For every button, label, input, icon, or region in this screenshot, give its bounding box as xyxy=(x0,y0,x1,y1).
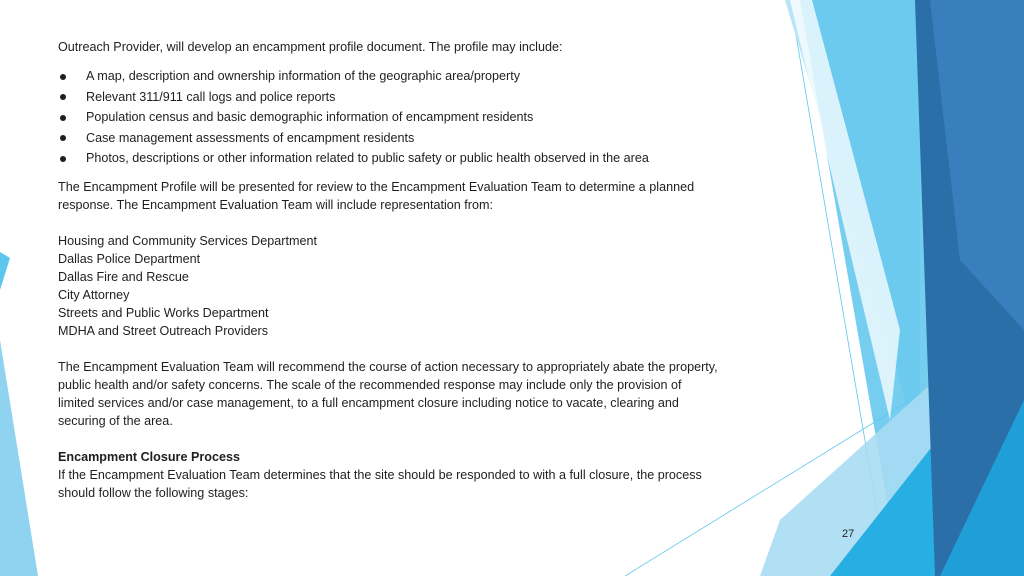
profile-contents-list xyxy=(58,66,798,169)
department-item: Streets and Public Works Department xyxy=(58,305,269,320)
list-item: Photos, descriptions or other information related to public safety or public health observed in the area xyxy=(58,148,798,169)
paragraph-line: public health and/or safety concerns. The scale of the recommended response may include only the provision of xyxy=(58,377,682,392)
list-item: A map, description and ownership information of the geographic area/property xyxy=(58,66,798,87)
department-item: Dallas Police Department xyxy=(58,251,201,266)
list-item: Population census and basic demographic information of encampment residents xyxy=(58,107,798,128)
paragraph-line: should follow the following stages: xyxy=(58,485,249,500)
intro-text: Outreach Provider, will develop an encampment profile document. The profile may include: xyxy=(58,40,563,54)
list-item: Relevant 311/911 call logs and police reports xyxy=(58,87,798,108)
review-paragraph xyxy=(58,178,798,214)
closure-section xyxy=(58,448,798,502)
left-accent-shape xyxy=(0,340,38,576)
slide-content xyxy=(58,38,798,502)
page-number: 27 xyxy=(842,528,855,540)
department-item: MDHA and Street Outreach Providers xyxy=(58,323,268,338)
paragraph-line: The Encampment Profile will be presented for review to the Encampment Evaluation Team to determine a planned xyxy=(58,179,695,194)
list-item: Case management assessments of encampment residents xyxy=(58,128,798,149)
paragraph-line: securing of the area. xyxy=(58,413,173,428)
paragraph-line: limited services and/or case management, to a full encampment closure including notice to vacate, clearing and xyxy=(58,395,679,410)
paragraph-line: The Encampment Evaluation Team will recommend the course of action necessary to appropriately abate the property, xyxy=(58,359,718,374)
department-list xyxy=(58,232,798,340)
department-item: Housing and Community Services Department xyxy=(58,233,317,248)
recommendation-paragraph xyxy=(58,358,798,430)
section-heading: Encampment Closure Process xyxy=(58,449,240,464)
paragraph-line: If the Encampment Evaluation Team determines that the site should be responded to with a full closure, the process xyxy=(58,467,702,482)
department-item: Dallas Fire and Rescue xyxy=(58,269,189,284)
department-item: City Attorney xyxy=(58,287,130,302)
paragraph-line: response. The Encampment Evaluation Team will include representation from: xyxy=(58,197,493,212)
left-accent-small-shape xyxy=(0,252,10,290)
